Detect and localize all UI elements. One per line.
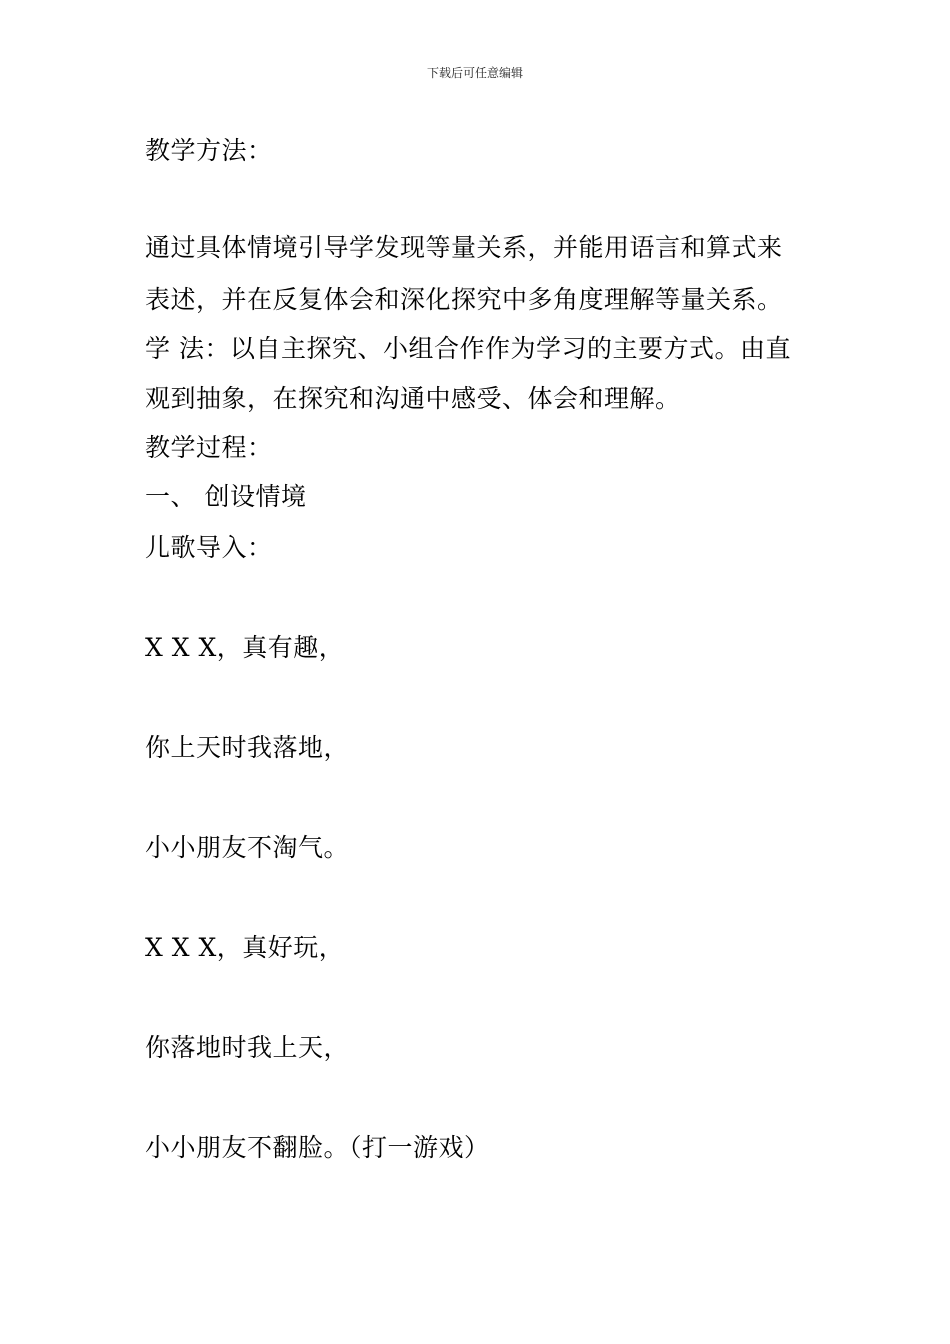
rhyme-line: X X X，真有趣， <box>145 633 345 662</box>
paragraph-line: 观到抽象，在探究和沟通中感受、体会和理解。 <box>145 384 681 413</box>
rhyme-line: X X X，真好玩， <box>145 933 345 962</box>
rhyme-line: 你落地时我上天， <box>145 1033 350 1062</box>
page-header: 下载后可任意编辑 <box>426 66 523 80</box>
rhyme-line: 小小朋友不淘气。 <box>145 833 350 862</box>
heading-teaching-method: 教学方法： <box>145 136 273 165</box>
paragraph-line: 通过具体情境引导学发现等量关系，并能用语言和算式来 <box>145 233 783 262</box>
rhyme-line: 你上天时我落地， <box>145 733 350 762</box>
paragraph-line: 儿歌导入： <box>145 533 273 562</box>
heading-teaching-process: 教学过程： <box>145 433 273 462</box>
rhyme-line: 小小朋友不翻脸。（打一游戏） <box>145 1133 490 1162</box>
paragraph-line: 学 法：以自主探究、小组合作作为学习的主要方式。由直 <box>145 334 791 363</box>
paragraph-line: 表述，并在反复体会和深化探究中多角度理解等量关系。 <box>145 285 783 314</box>
section-heading: 一、 创设情境 <box>145 482 307 511</box>
